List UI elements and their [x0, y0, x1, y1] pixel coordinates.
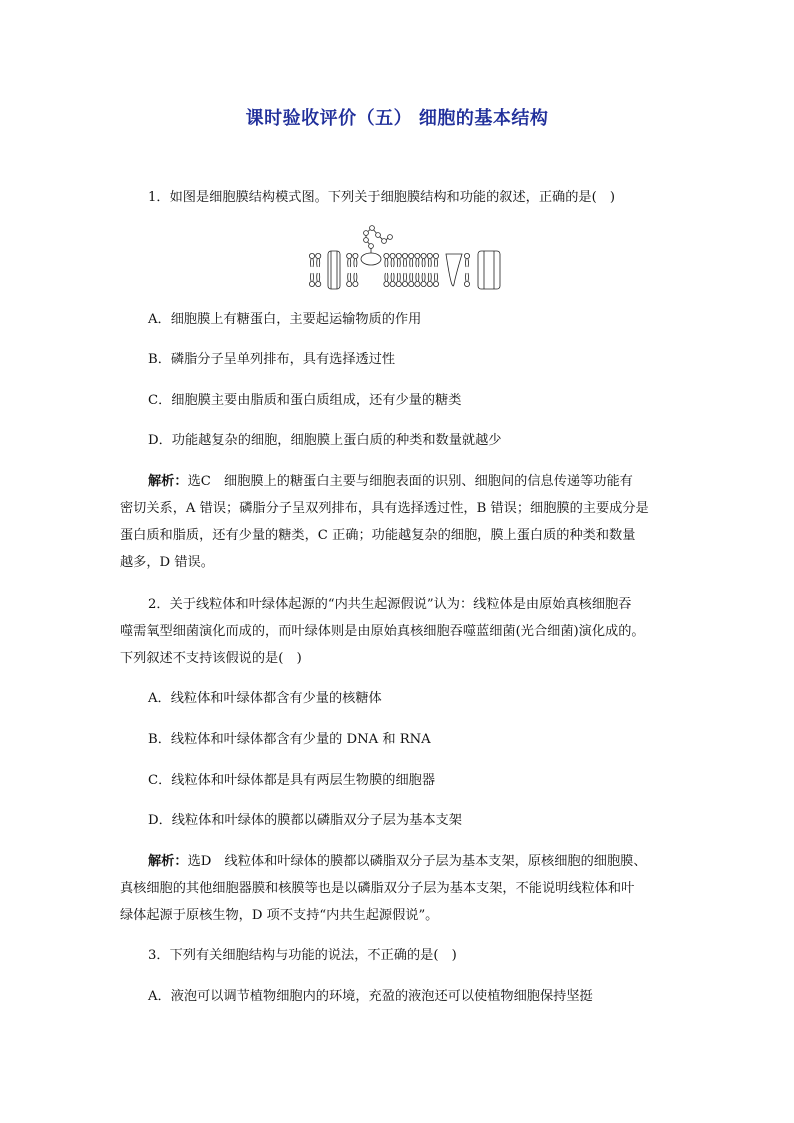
transmembrane-protein — [328, 251, 340, 289]
phospholipid-tail — [391, 259, 394, 267]
phospholipid-head — [464, 253, 469, 258]
glycoprotein — [361, 253, 381, 265]
question-2-analysis-line: 绿体起源于原核生物，D 项不支持“内共生起源假说”。 — [120, 908, 439, 923]
channel-protein — [446, 254, 462, 286]
phospholipid-head — [384, 281, 389, 286]
question-1-analysis-line: 密切关系，A 错误；磷脂分子呈双列排布，具有选择透过性，B 错误；细胞膜的主要成分是 — [120, 501, 649, 516]
analysis-label: 解析： — [148, 474, 188, 489]
phospholipid-head — [421, 281, 426, 286]
analysis-text: 选C 细胞膜上的糖蛋白主要与细胞表面的识别、细胞间的信息传递等功能有 — [187, 474, 633, 489]
phospholipid-tail — [466, 273, 469, 281]
sugar-unit — [364, 231, 369, 236]
phospholipid-tail — [348, 273, 351, 281]
phospholipid-head — [316, 281, 321, 286]
phospholipid-head — [309, 281, 314, 286]
question-2-stem: 2．关于线粒体和叶绿体起源的“内共生起源假说”认为：线粒体是由原始真核细胞吞 — [148, 597, 632, 612]
phospholipid-head — [384, 253, 389, 258]
phospholipid-head — [433, 253, 438, 258]
phospholipid-tail — [410, 259, 413, 267]
phospholipid-tail — [385, 259, 388, 267]
question-2-analysis — [148, 852, 708, 872]
question-3-option-a: A．液泡可以调节植物细胞内的环境，充盈的液泡还可以使植物细胞保持坚挺 — [148, 989, 593, 1004]
phospholipid-tail — [428, 273, 431, 281]
sugar-unit — [382, 239, 387, 244]
phospholipid-head — [309, 253, 314, 258]
phospholipid-tail — [397, 273, 400, 281]
question-2-option-a: A．线粒体和叶绿体都含有少量的核糖体 — [148, 691, 382, 706]
phospholipid-head — [347, 253, 352, 258]
phospholipid-head — [409, 281, 414, 286]
question-3-stem: 3．下列有关细胞结构与功能的说法，不正确的是( ) — [148, 948, 457, 963]
transmembrane-protein — [478, 251, 500, 289]
sugar-unit — [376, 233, 381, 238]
phospholipid-tail — [391, 273, 394, 281]
phospholipid-tail — [348, 259, 351, 267]
sugar-unit — [369, 244, 374, 249]
phospholipid-head — [390, 253, 395, 258]
question-2-option-c: C．线粒体和叶绿体都是具有两层生物膜的细胞器 — [148, 773, 436, 788]
phospholipid-tail — [311, 259, 314, 267]
phospholipid-tail — [404, 259, 407, 267]
phospholipid-tail — [410, 273, 413, 281]
question-2-stem-line: 下列叙述不支持该假说的是( ) — [120, 651, 302, 666]
phospholipid-head — [409, 253, 414, 258]
phospholipid-head — [353, 281, 358, 286]
phospholipid-tail — [404, 273, 407, 281]
phospholipid-head — [421, 253, 426, 258]
phospholipid-head — [396, 281, 401, 286]
phospholipid-head — [347, 281, 352, 286]
phospholipid-tail — [435, 259, 438, 267]
question-2-option-d: D．线粒体和叶绿体的膜都以磷脂双分子层为基本支架 — [148, 813, 462, 828]
phospholipid-tail — [311, 273, 314, 281]
phospholipid-head — [402, 281, 407, 286]
phospholipid-head — [402, 253, 407, 258]
question-2-stem-line: 噬需氧型细菌演化而成的，而叶绿体则是由原始真核细胞吞噬蓝细菌(光合细菌)演化成的。 — [120, 624, 645, 639]
phospholipid-head — [427, 281, 432, 286]
phospholipid-tail — [422, 273, 425, 281]
phospholipid-head — [316, 253, 321, 258]
question-1-option-a: A．细胞膜上有糖蛋白，主要起运输物质的作用 — [148, 312, 422, 327]
phospholipid-head — [427, 253, 432, 258]
question-1-analysis-line: 越多，D 错误。 — [120, 555, 214, 570]
phospholipid-head — [433, 281, 438, 286]
phospholipid-head — [353, 253, 358, 258]
question-1-option-b: B．磷脂分子呈单列排布，具有选择透过性 — [148, 352, 396, 367]
phospholipid-head — [390, 281, 395, 286]
phospholipid-tail — [435, 273, 438, 281]
phospholipid-tail — [385, 273, 388, 281]
question-1-option-d: D．功能越复杂的细胞，细胞膜上蛋白质的种类和数量就越少 — [148, 433, 502, 448]
phospholipid-head — [415, 253, 420, 258]
phospholipid-tail — [317, 259, 320, 267]
phospholipid-tail — [354, 259, 357, 267]
sugar-unit — [370, 226, 375, 231]
phospholipid-head — [396, 253, 401, 258]
question-1-option-c: C．细胞膜主要由脂质和蛋白质组成，还有少量的糖类 — [148, 393, 462, 408]
analysis-label: 解析： — [148, 854, 188, 869]
sugar-unit — [364, 238, 369, 243]
phospholipid-tail — [397, 259, 400, 267]
phospholipid-tail — [317, 273, 320, 281]
analysis-text: 选D 线粒体和叶绿体的膜都以磷脂双分子层为基本支架，原核细胞的细胞膜、 — [187, 854, 647, 869]
phospholipid-head — [415, 281, 420, 286]
cell-membrane-diagram — [306, 224, 512, 290]
phospholipid-tail — [416, 259, 419, 267]
question-1-analysis-line: 蛋白质和脂质，还有少量的糖类，C 正确；功能越复杂的细胞，膜上蛋白质的种类和数量 — [120, 528, 636, 543]
page-title: 课时验收评价（五） 细胞的基本结构 — [245, 108, 549, 129]
question-1-stem: 1．如图是细胞膜结构模式图。下列关于细胞膜结构和功能的叙述，正确的是( ) — [148, 190, 616, 205]
phospholipid-tail — [466, 259, 469, 267]
question-2-option-b: B．线粒体和叶绿体都含有少量的 DNA 和 RNA — [148, 732, 431, 747]
question-1-analysis — [148, 472, 708, 492]
phospholipid-tail — [354, 273, 357, 281]
phospholipid-head — [464, 281, 469, 286]
phospholipid-tail — [422, 259, 425, 267]
phospholipid-tail — [428, 259, 431, 267]
sugar-unit — [388, 235, 393, 240]
phospholipid-tail — [416, 273, 419, 281]
question-2-analysis-line: 真核细胞的其他细胞器膜和核膜等也是以磷脂双分子层为基本支架，不能说明线粒体和叶 — [120, 881, 635, 896]
